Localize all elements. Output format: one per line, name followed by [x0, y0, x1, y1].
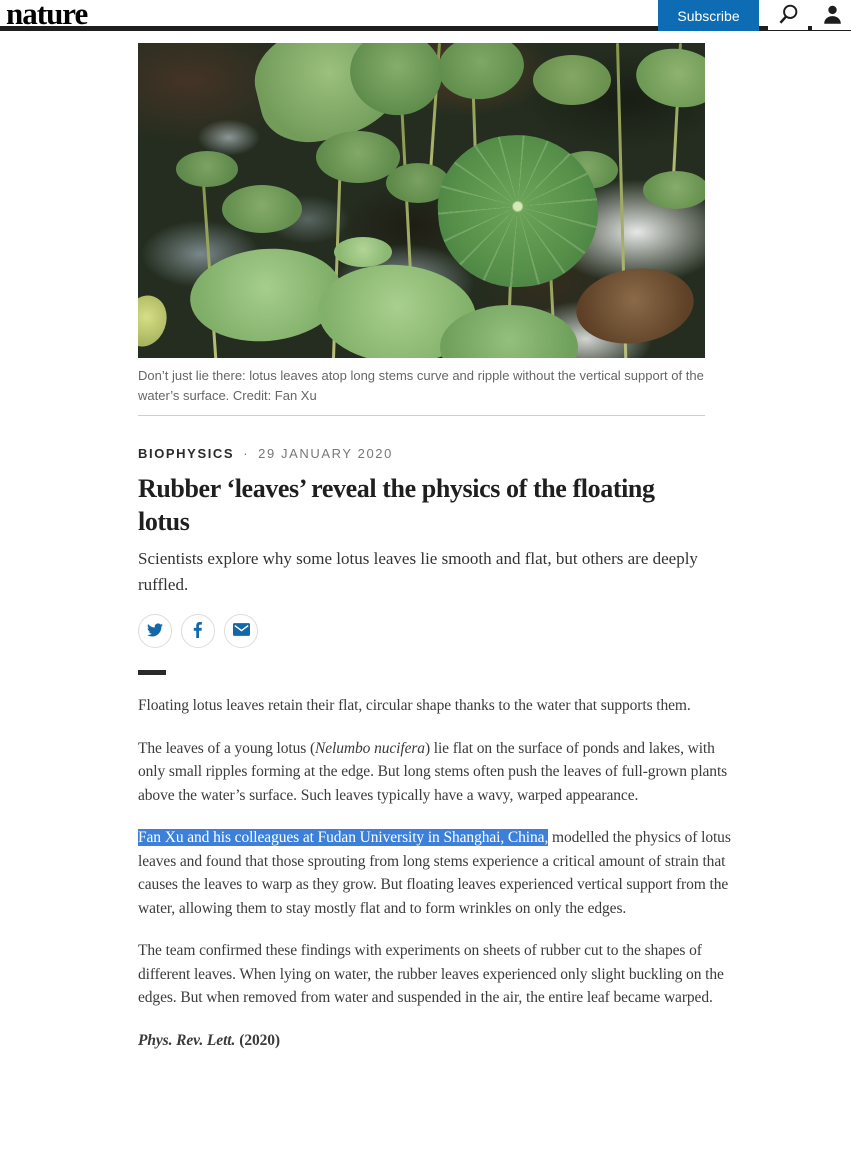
paragraph-1: Floating lotus leaves retain their flat, circular shape thanks to the water that supports them. — [138, 697, 691, 714]
article-hero-image — [138, 43, 705, 358]
facebook-icon — [190, 622, 206, 641]
article-meta — [138, 446, 705, 461]
paragraph-3: Fan Xu and his colleagues at Fudan University in Shanghai, China, modelled the physics of lotus leaves and found that those sprouting from long stems experience a critical amount of strain that causes the leaves to warp as they grow. But floating leaves experienced vertical support from the water, allowing them to stay mostly flat and to form wrinkles on only the edges. — [138, 829, 731, 917]
share-bar — [138, 614, 705, 648]
article-title-line1: Rubber ‘leaves’ reveal the physics of the floating — [138, 474, 655, 503]
email-icon — [233, 623, 250, 639]
image-caption: Don’t just lie there: lotus leaves atop long stems curve and ripple without the vertical support of the water’s surface. Credit: Fan Xu — [138, 358, 705, 416]
lotus-leaf — [176, 151, 238, 187]
article-title — [138, 472, 705, 538]
lotus-leaf — [222, 185, 302, 233]
share-email-button[interactable] — [224, 614, 258, 648]
search-icon — [777, 3, 800, 29]
account-button[interactable] — [812, 1, 851, 30]
citation — [138, 1029, 742, 1053]
article-main — [138, 43, 731, 1052]
site-header — [0, 0, 851, 31]
publish-date: 29 JANUARY 2020 — [258, 446, 393, 461]
lotus-leaf — [334, 237, 392, 267]
highlighted-text: Fan Xu and his colleagues at Fudan University in Shanghai, China, — [138, 829, 549, 846]
section-dash-rule — [138, 670, 166, 675]
article-hero — [138, 43, 705, 416]
lotus-leaf — [643, 171, 705, 209]
lotus-leaf — [533, 55, 611, 105]
share-facebook-button[interactable] — [181, 614, 215, 648]
citation-year: (2020) — [239, 1031, 280, 1049]
paragraph-4: The team confirmed these findings with experiments on sheets of rubber cut to the shapes of different leaves. When lying on water, the rubber leaves experienced only slight buckling on the edges. But when removed from water and suspended in the air, the entire leaf became warped. — [138, 942, 724, 1006]
paragraph-2: The leaves of a young lotus (Nelumbo nucifera) lie flat on the surface of ponds and lakes, with only small ripples forming at the edge. But long stems often push the leaves of full-grown plants above the water’s surface. Such leaves typically have a wavy, warped appearance. — [138, 739, 728, 804]
category-label[interactable]: BIOPHYSICS — [138, 446, 235, 461]
account-icon — [822, 4, 843, 28]
subscribe-button[interactable]: Subscribe — [658, 0, 759, 31]
article-body — [138, 694, 731, 1052]
meta-separator: · — [243, 446, 250, 461]
citation-journal: Phys. Rev. Lett. — [138, 1031, 236, 1049]
species-name: Nelumbo nucifera — [315, 739, 425, 757]
share-twitter-button[interactable] — [138, 614, 172, 648]
article-title-line2: lotus — [138, 507, 190, 536]
nature-logo[interactable]: nature — [6, 0, 88, 31]
article-subtitle: Scientists explore why some lotus leaves lie smooth and flat, but others are deeply ruffled. — [138, 549, 698, 594]
twitter-icon — [147, 622, 163, 641]
search-button[interactable] — [768, 1, 808, 30]
